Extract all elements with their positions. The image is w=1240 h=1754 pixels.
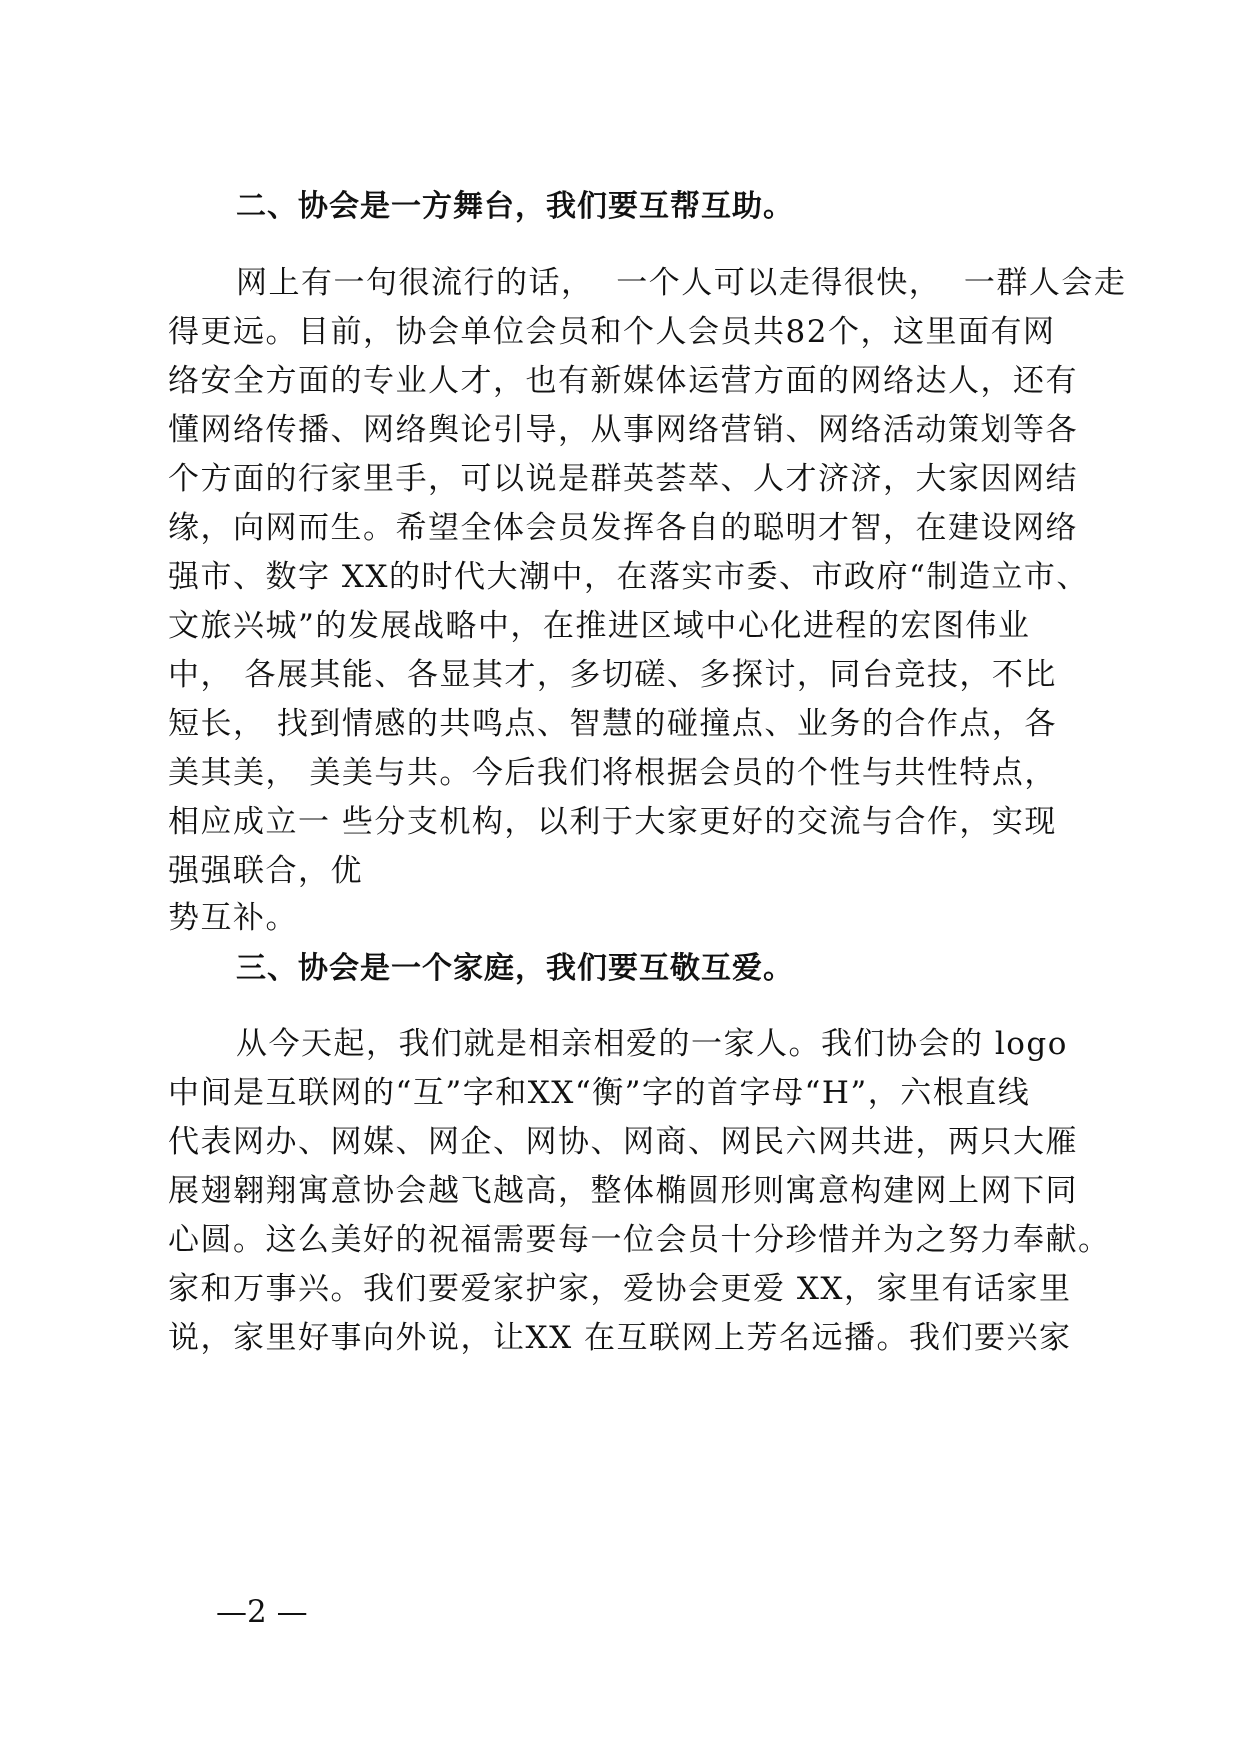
paragraph-line: 文旅兴城”的发展战略中，在推进区域中心化进程的宏图伟业 bbox=[168, 608, 1031, 644]
paragraph-line: 心圆。这么美好的祝福需要每一位会员十分珍惜并为之努力奉献。 bbox=[168, 1222, 1111, 1258]
paragraph-line: 中， 各展其能、各显其才，多切磋、多探讨，同台竞技，不比 bbox=[168, 657, 1057, 693]
paragraph-line: 网上有一句很流行的话， 一个人可以走得很快， 一群人会走 bbox=[236, 265, 1127, 301]
section-heading: 二、协会是一方舞台，我们要互帮互助。 bbox=[236, 189, 794, 224]
paragraph-line: 家和万事兴。我们要爱家护家，爱协会更爱 XX，家里有话家里 bbox=[168, 1271, 1072, 1307]
paragraph-line: 说，家里好事向外说，让XX 在互联网上芳名远播。我们要兴家 bbox=[168, 1320, 1072, 1356]
section-heading: 三、协会是一个家庭，我们要互敬互爱。 bbox=[236, 951, 794, 986]
paragraph-line: 短长， 找到情感的共鸣点、智慧的碰撞点、业务的合作点，各 bbox=[168, 706, 1057, 742]
paragraph-line: 缘，向网而生。希望全体会员发挥各自的聪明才智，在建设网络 bbox=[168, 510, 1078, 546]
paragraph-line: 懂网络传播、网络舆论引导，从事网络营销、网络活动策划等各 bbox=[168, 412, 1078, 448]
paragraph-line: 中间是互联网的“互”字和XX“衡”字的首字母“H”，六根直线 bbox=[168, 1075, 1031, 1111]
paragraph-line: 强市、数字 XX的时代大潮中，在落实市委、市政府“制造立市、 bbox=[168, 559, 1089, 595]
paragraph-line: 势互补。 bbox=[168, 900, 298, 936]
paragraph-line: 得更远。目前，协会单位会员和个人会员共82个，这里面有网 bbox=[168, 314, 1056, 350]
paragraph-line: 美其美， 美美与共。今后我们将根据会员的个性与共性特点， bbox=[168, 755, 1057, 791]
paragraph-line: 络安全方面的专业人才，也有新媒体运营方面的网络达人，还有 bbox=[168, 363, 1078, 399]
paragraph-line: 展翅翱翔寓意协会越飞越高，整体椭圆形则寓意构建网上网下同 bbox=[168, 1173, 1078, 1209]
paragraph-line: 从今天起，我们就是相亲相爱的一家人。我们协会的 logo bbox=[236, 1026, 1068, 1062]
paragraph-line: 相应成立一 些分支机构，以利于大家更好的交流与合作，实现 bbox=[168, 804, 1057, 840]
paragraph-line: 个方面的行家里手，可以说是群英荟萃、人才济济，大家因网结 bbox=[168, 461, 1078, 497]
paragraph-line: 代表网办、网媒、网企、网协、网商、网民六网共进，两只大雁 bbox=[168, 1124, 1078, 1160]
page-number: —2 — bbox=[216, 1594, 308, 1630]
paragraph-line: 强强联合，优 bbox=[168, 853, 363, 889]
